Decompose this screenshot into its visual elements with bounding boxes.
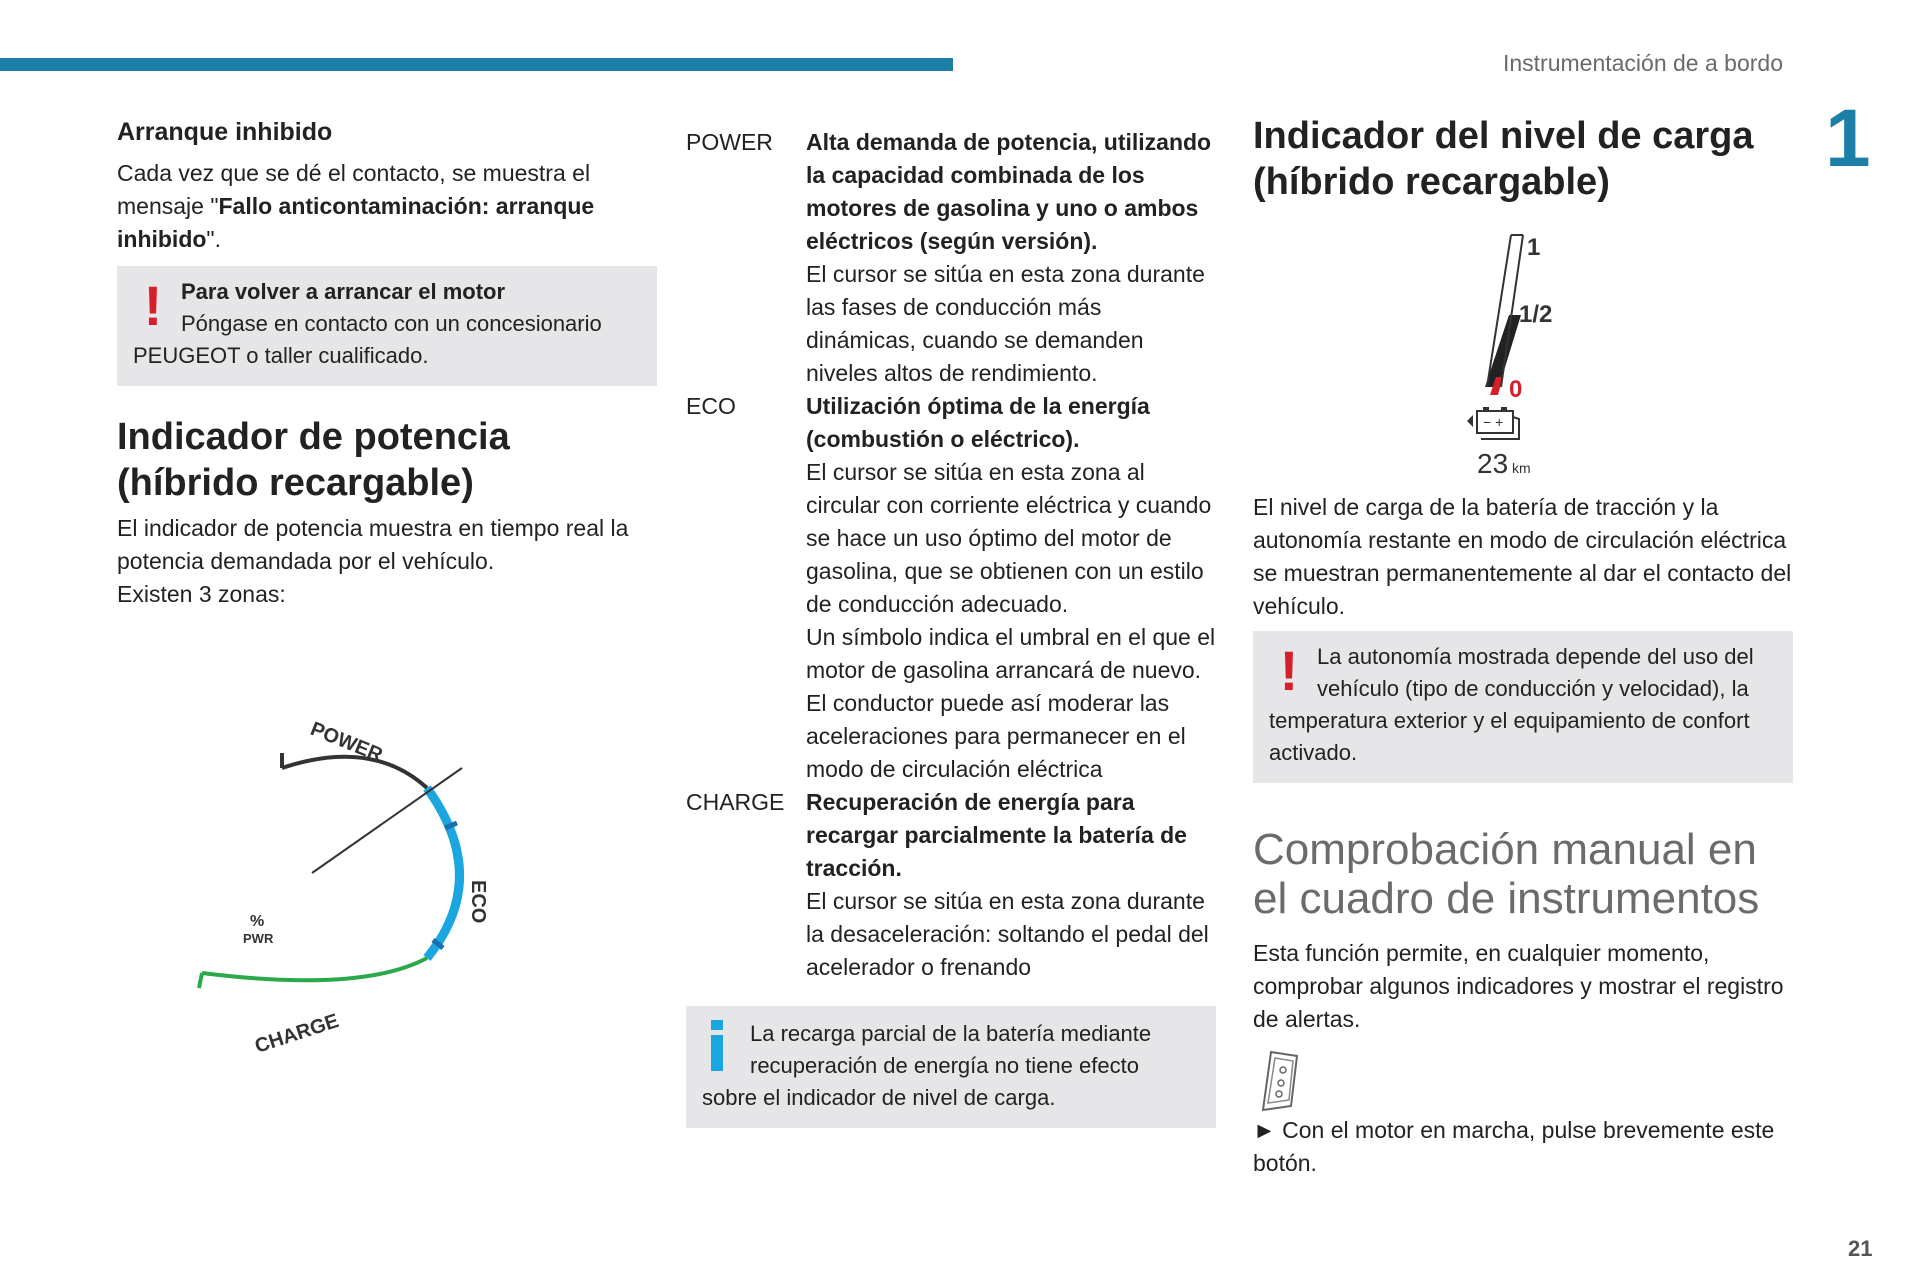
charge-label-full: 1 [1527, 234, 1541, 261]
instrument-button-icon [1253, 1048, 1793, 1114]
power-text-2: Existen 3 zonas: [117, 581, 286, 607]
warning-title: Para volver a arrancar el motor [181, 279, 506, 304]
zone-eco-text: El cursor se sitúa en esta zona al circular con corriente eléctrica y cuando se hace un uso óptimo del motor de gasolina, que se obtienen con un estilo de conducción adecuado. [806, 459, 1212, 617]
intro-pre: Cada vez que se dé el contacto, se muestra el mensaje " [117, 160, 591, 219]
manual-step-text: ► Con el motor en marcha, pulse brevemente este botón. [1253, 1117, 1775, 1176]
zone-charge-label: CHARGE [686, 789, 785, 815]
power-indicator-heading: Indicador de potencia (híbrido recargable) [117, 416, 510, 504]
manual-check-text: Esta función permite, en cualquier momento, comprobar algunos indicadores y mostrar el registro de alertas. [1253, 940, 1784, 1032]
range-value: 23 [1477, 448, 1509, 479]
zone-eco [686, 390, 1216, 786]
info-box-recharge [686, 1006, 1216, 1128]
svg-text:− +: − + [1483, 414, 1504, 430]
zone-power-bold: Alta demanda de potencia, utilizando la capacidad combinada de los motores de gasolina y uno o ambos eléctricos (según versión). [806, 129, 1212, 254]
zone-eco-label: ECO [686, 393, 736, 419]
charge-label-empty: 0 [1509, 376, 1523, 403]
warning-text: Póngase en contacto con un concesionario PEUGEOT o taller cualificado. [133, 311, 602, 368]
gauge-label-charge: CHARGE [252, 1010, 342, 1058]
autonomy-warning-text: La autonomía mostrada depende del uso del vehículo (tipo de conducción y velocidad), la temperatura exterior y el equipamiento de confort activado. [1269, 644, 1754, 765]
exclamation-icon: ! [1279, 639, 1299, 702]
gauge-label-power: POWER [307, 717, 386, 767]
warning-box-restart [117, 266, 657, 386]
chapter-number: 1 [1825, 93, 1871, 184]
charge-label-half: 1/2 [1519, 301, 1553, 328]
zone-eco-text-2: Un símbolo indica el umbral en el que el motor de gasolina arrancará de nuevo. El conductor puede así moderar las aceleraciones para permanecer en el modo de circulación eléctrica [806, 624, 1216, 782]
column-middle [686, 126, 1216, 1128]
battery-icon [1467, 407, 1519, 439]
subheading-arranque: Arranque inhibido [117, 118, 333, 146]
gauge-label-eco: ECO [467, 880, 489, 924]
column-right [1253, 113, 1793, 1180]
gauge-eco-arc [427, 788, 460, 958]
power-text-1: El indicador de potencia muestra en tiempo real la potencia demandada por el vehículo. [117, 515, 629, 574]
gauge-label-pwr: PWR [243, 931, 274, 946]
zone-power-text: El cursor se sitúa en esta zona durante las fases de conducción más dinámicas, cuando se demanden niveles altos de rendimiento. [806, 261, 1205, 386]
page-number: 21 [1848, 1236, 1873, 1261]
zone-power-label: POWER [686, 129, 773, 155]
info-icon [702, 1020, 742, 1080]
charge-indicator-heading: Indicador del nivel de carga (híbrido recargable) [1253, 115, 1754, 203]
gauge-tick-charge [199, 973, 202, 988]
intro-paragraph [117, 157, 657, 256]
intro-post: ". [206, 226, 221, 252]
column-left [117, 118, 657, 1058]
zone-eco-bold: Utilización óptima de la energía (combustión o eléctrico). [806, 393, 1150, 452]
manual-check-heading: Comprobación manual en el cuadro de instrumentos [1253, 825, 1760, 923]
power-gauge-diagram [243, 618, 562, 1058]
section-title: Instrumentación de a bordo [1502, 50, 1783, 76]
charge-level-gauge [1465, 225, 1605, 485]
header-accent-bar [0, 58, 953, 71]
gauge-charge-arc [202, 958, 427, 980]
zone-charge-bold: Recuperación de energía para recargar parcialmente la batería de tracción. [806, 789, 1187, 881]
warning-box-autonomy [1253, 631, 1793, 783]
gauge-power-arc [282, 757, 427, 788]
zone-power [686, 126, 1216, 390]
exclamation-icon: ! [143, 274, 163, 337]
zone-charge [686, 786, 1216, 984]
gauge-label-pct: % [250, 913, 265, 930]
gauge-needle [312, 768, 462, 873]
zone-charge-text: El cursor se sitúa en esta zona durante la desaceleración: soltando el pedal del acelerador o frenando [806, 888, 1209, 980]
intro-bold: Fallo anticontaminación: arranque inhibido [117, 193, 595, 252]
range-unit: km [1512, 460, 1531, 476]
charge-text: El nivel de carga de la batería de tracción y la autonomía restante en modo de circulación eléctrica se muestran permanentemente al dar el contacto del vehículo. [1253, 494, 1792, 619]
info-text: La recarga parcial de la batería mediante recuperación de energía no tiene efecto sobre el indicador de nivel de carga. [702, 1021, 1152, 1110]
